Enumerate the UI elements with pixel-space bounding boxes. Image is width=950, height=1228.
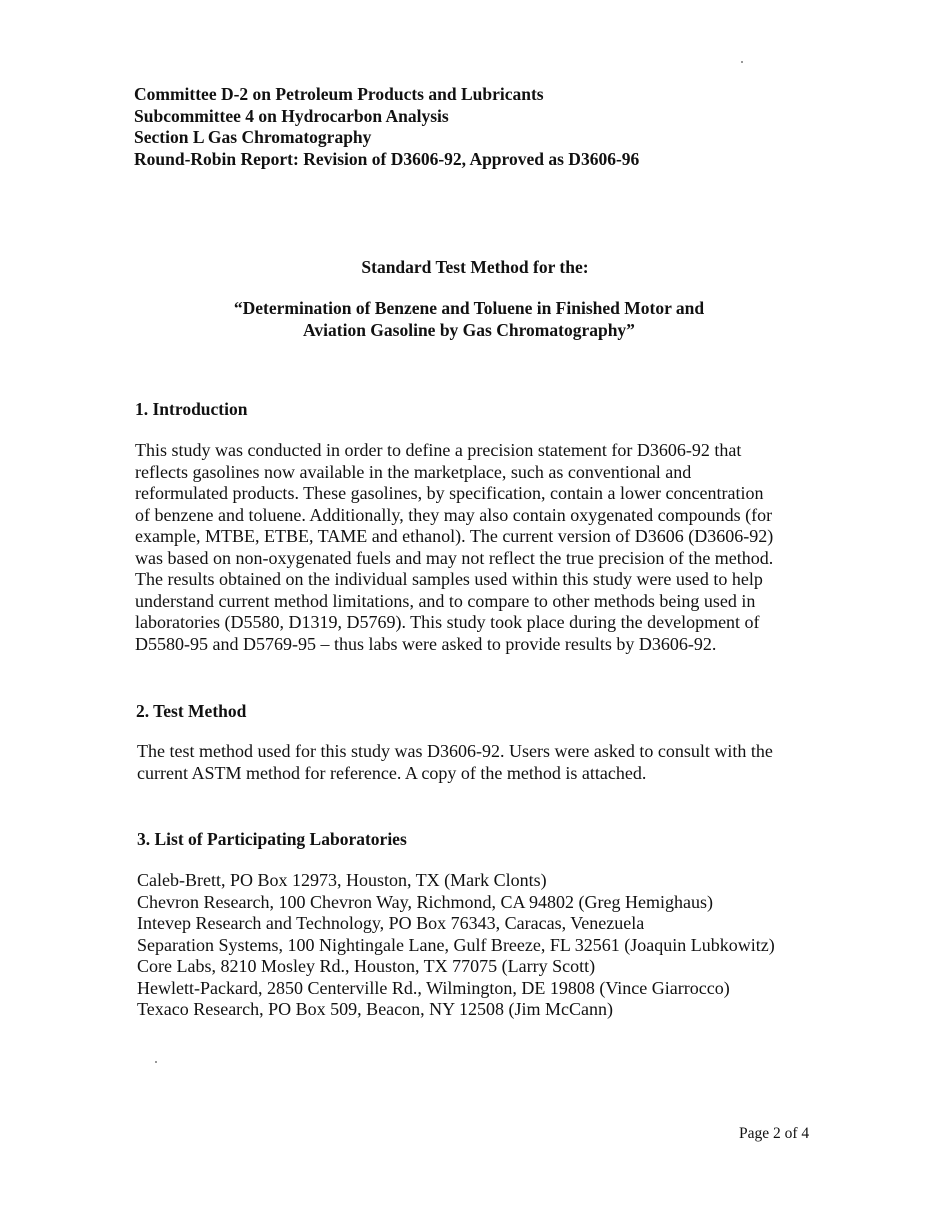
paragraph-line: This study was conducted in order to define a precision statement for D3606-92 that bbox=[135, 440, 742, 460]
paragraph-line: current ASTM method for reference. A copy of the method is attached. bbox=[137, 762, 647, 783]
list-item: Caleb-Brett, PO Box 12973, Houston, TX (Mark Clonts) bbox=[137, 870, 547, 890]
standard-title: Standard Test Method for the: bbox=[361, 257, 589, 277]
paragraph-line: reformulated products. These gasolines, by specification, contain a lower concentration bbox=[135, 483, 764, 503]
page-number: Page 2 of 4 bbox=[739, 1125, 810, 1142]
section-heading-laboratories: 3. List of Participating Laboratories bbox=[137, 829, 407, 849]
header-line: Committee D-2 on Petroleum Products and Lubricants bbox=[134, 84, 544, 104]
paragraph-line: example, MTBE, ETBE, TAME and ethanol). The current version of D3606 (D3606-92) bbox=[135, 526, 774, 546]
paragraph-line: The test method used for this study was D3606-92. Users were asked to consult with the bbox=[137, 741, 773, 761]
section-heading-introduction: 1. Introduction bbox=[135, 399, 248, 419]
committee-header bbox=[134, 84, 639, 170]
introduction-paragraph bbox=[135, 440, 773, 655]
paragraph-line: The results obtained on the individual samples used within this study were used to help bbox=[135, 569, 763, 589]
list-item: Chevron Research, 100 Chevron Way, Richmond, CA 94802 (Greg Hemighaus) bbox=[137, 891, 713, 912]
list-item: Intevep Research and Technology, PO Box 76343, Caracas, Venezuela bbox=[137, 913, 645, 933]
list-item: Separation Systems, 100 Nightingale Lane, Gulf Breeze, FL 32561 (Joaquin Lubkowitz) bbox=[137, 934, 775, 955]
method-title bbox=[0, 297, 938, 341]
paragraph-line: reflects gasolines now available in the marketplace, such as conventional and bbox=[135, 461, 692, 482]
scan-speck bbox=[155, 1061, 157, 1063]
test-method-paragraph bbox=[137, 741, 773, 784]
method-title-line: “Determination of Benzene and Toluene in Finished Motor and bbox=[233, 298, 705, 318]
list-item: Hewlett-Packard, 2850 Centerville Rd., Wilmington, DE 19808 (Vince Giarrocco) bbox=[137, 977, 730, 998]
laboratory-list bbox=[137, 870, 775, 1021]
list-item: Core Labs, 8210 Mosley Rd., Houston, TX 77075 (Larry Scott) bbox=[137, 956, 596, 976]
header-line: Round-Robin Report: Revision of D3606-92, Approved as D3606-96 bbox=[134, 148, 640, 169]
header-line: Subcommittee 4 on Hydrocarbon Analysis bbox=[134, 105, 449, 126]
paragraph-line: of benzene and toluene. Additionally, they may also contain oxygenated compounds (for bbox=[135, 504, 773, 525]
paragraph-line: laboratories (D5580, D1319, D5769). This study took place during the development of bbox=[135, 612, 760, 632]
method-title-line: Aviation Gasoline by Gas Chromatography” bbox=[303, 320, 635, 340]
section-heading-test-method: 2. Test Method bbox=[136, 701, 247, 721]
scan-speck bbox=[741, 61, 743, 63]
list-item: Texaco Research, PO Box 509, Beacon, NY 12508 (Jim McCann) bbox=[137, 999, 613, 1019]
paragraph-line: D5580-95 and D5769-95 – thus labs were asked to provide results by D3606-92. bbox=[135, 633, 717, 654]
header-line: Section L Gas Chromatography bbox=[134, 127, 372, 147]
paragraph-line: understand current method limitations, and to compare to other methods being used in bbox=[135, 590, 756, 611]
paragraph-line: was based on non-oxygenated fuels and may not reflect the true precision of the method. bbox=[135, 547, 774, 568]
